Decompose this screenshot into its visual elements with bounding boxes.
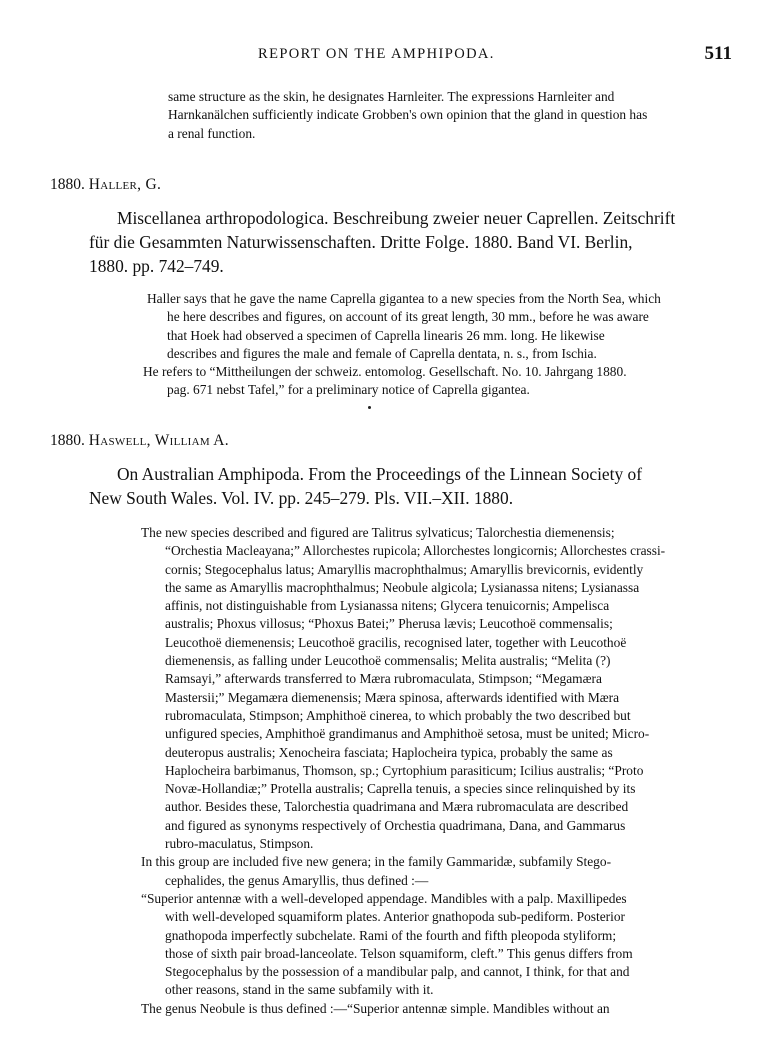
note-line: other reasons, stand in the same subfamily with it. — [165, 982, 434, 998]
note-line: Stegocephalus by the possession of a mandibular palp, and cannot, I think, for that and — [165, 964, 630, 980]
note-line: Mastersii;” Megamæra diemenensis; Mæra spinosa, afterwards identified with Mæra — [165, 689, 620, 705]
note-line: with well-developed squamiform plates. Anterior gnathopoda sub-pediform. Posterior — [165, 909, 626, 925]
stray-mark — [368, 406, 371, 409]
citation-haswell — [89, 462, 643, 510]
note-line: those of sixth pair broad-lanceolate. Telson squamiform, cleft.” This genus differs from — [165, 945, 633, 961]
text-line: a renal function. — [168, 125, 256, 141]
note-line: pag. 671 nebst Tafel,” for a preliminary notice of Caprella gigantea. — [167, 382, 530, 398]
note-line: affinis, not distinguishable from Lysianassa nitens; Glycera tenuicornis; Ampelisca — [165, 598, 610, 614]
note-line: “Orchestia Macleayana;” Allorchestes rupicola; Allorchestes longicornis; Allorchestes crassi- — [165, 543, 666, 559]
notes-haller — [143, 290, 661, 400]
note-line: describes and figures the male and female of Caprella dentata, n. s., from Ischia. — [167, 345, 597, 361]
text-line: same structure as the skin, he designates Harnleiter. The expressions Harnleiter and — [168, 89, 615, 104]
citation-line: 1880. pp. 742–749. — [89, 256, 224, 276]
note-line: Novæ-Hollandiæ;” Protella australis; Caprella tenuis, a species since relinquished by its — [165, 781, 636, 797]
note-line: The genus Neobule is thus defined :—“Superior antennæ simple. Mandibles without an — [141, 1000, 610, 1016]
intro-paragraph — [168, 88, 647, 143]
note-line: cornis; Stegocephalus latus; Amaryllis macrophthalmus; Amaryllis brevicornis, evidently — [165, 561, 644, 577]
citation-line: für die Gesammten Naturwissenschaften. Dritte Folge. 1880. Band VI. Berlin, — [89, 232, 633, 252]
note-line: diemenensis, as falling under Leucothoë commensalis; Melita australis; “Melita (?) — [165, 653, 611, 669]
note-line: cephalides, the genus Amaryllis, thus defined :— — [165, 872, 429, 888]
entry-heading-haswell — [50, 432, 229, 450]
citation-line: Miscellanea arthropodologica. Beschreibung zweier neuer Caprellen. Zeitschrift — [117, 208, 676, 228]
citation-line: On Australian Amphipoda. From the Proceedings of the Linnean Society of — [117, 464, 643, 484]
citation-haller — [89, 206, 676, 278]
entry-year: 1880. — [50, 176, 85, 193]
running-title: REPORT ON THE AMPHIPODA. — [258, 46, 495, 62]
citation-line: New South Wales. Vol. IV. pp. 245–279. Pls. VII.–XII. 1880. — [89, 488, 514, 508]
note-line: australis; Phoxus villosus; “Phoxus Batei;” Pherusa lævis; Leucothoë commensalis; — [165, 616, 613, 632]
notes-haswell — [141, 524, 665, 1018]
entry-author: Haswell, William A. — [88, 432, 229, 449]
note-line: Haller says that he gave the name Caprella gigantea to a new species from the North Sea, which — [147, 291, 661, 306]
entry-year: 1880. — [50, 432, 85, 449]
page-number: 511 — [704, 43, 732, 64]
note-line: rubromaculata, Stimpson; Amphithoë cinerea, to which probably the two described but — [165, 707, 631, 723]
text-line: Harnkanälchen sufficiently indicate Grobben's own opinion that the gland in question has — [168, 107, 648, 123]
note-line: and figured as synonyms respectively of Orchestia quadrimana, Dana, and Gammarus — [165, 817, 626, 833]
note-line: Haplocheira barbimanus, Thomson, sp.; Cyrtophium parasiticum; Icilius australis; “Proto — [165, 762, 644, 778]
note-line: rubro-maculatus, Stimpson. — [165, 836, 314, 852]
note-line: The new species described and figured are Talitrus sylvaticus; Talorchestia diemenensis; — [141, 525, 615, 540]
note-line: In this group are included five new genera; in the family Gammaridæ, subfamily Stego- — [141, 854, 612, 870]
note-line: he here describes and figures, on account of its great length, 30 mm., before he was aware — [167, 309, 649, 325]
note-line: gnathopoda imperfectly subchelate. Rami of the fourth and fifth pleopoda styliform; — [165, 927, 617, 943]
page-header — [0, 43, 776, 70]
note-line: He refers to “Mittheilungen der schweiz. entomolog. Gesellschaft. No. 10. Jahrgang 1880. — [143, 364, 627, 380]
note-line: author. Besides these, Talorchestia quadrimana and Mæra rubromaculata are described — [165, 799, 629, 815]
note-line: Leucothoë diemenensis; Leucothoë gracilis, recognised later, together with Leucothoë — [165, 634, 627, 650]
note-line: the same as Amaryllis macrophthalmus; Neobule algicola; Lysianassa nitens; Lysianassa — [165, 579, 640, 595]
note-line: deuteropus australis; Xenocheira fasciata; Haplocheira typica, probably the same as — [165, 744, 613, 760]
note-line: unfigured species, Amphithoë grandimanus and Amphithoë setosa, must be united; Micro- — [165, 726, 650, 742]
note-line: that Hoek had observed a specimen of Caprella linearis 26 mm. long. He likewise — [167, 327, 605, 343]
entry-heading-haller — [50, 176, 161, 194]
note-line: “Superior antennæ with a well-developed appendage. Mandibles with a palp. Maxillipedes — [141, 890, 627, 906]
entry-author: Haller, G. — [88, 176, 162, 193]
note-line: Ramsayi,” afterwards transferred to Mæra rubromaculata, Stimpson; “Megamæra — [165, 671, 602, 687]
